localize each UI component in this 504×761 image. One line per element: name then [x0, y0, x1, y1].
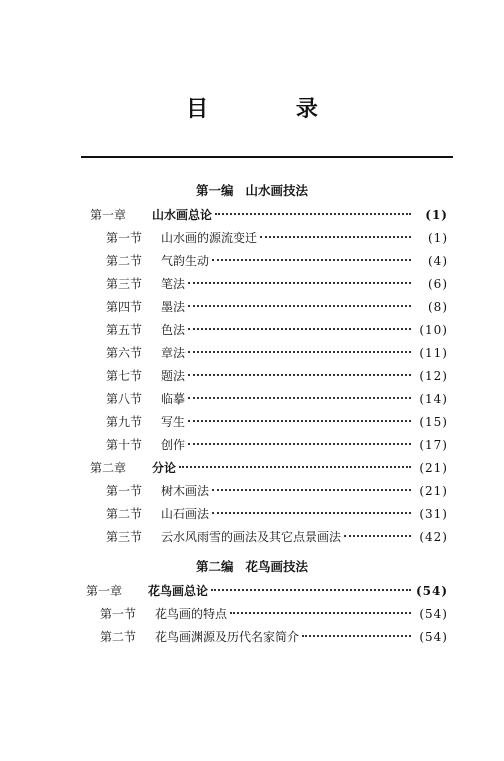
toc-entry[interactable]	[106, 365, 448, 387]
toc-label: 第一章	[90, 208, 127, 222]
leader-dots	[188, 397, 411, 399]
toc-label: 第四节	[106, 300, 143, 314]
toc-entry[interactable]	[90, 204, 448, 226]
toc-title: 花鸟画总论	[148, 584, 209, 598]
leader-dots	[212, 512, 411, 514]
toc-label: 第二章	[90, 461, 127, 475]
toc-label: 第三节	[106, 277, 143, 291]
toc-label: 第一节	[100, 607, 137, 621]
toc-entry[interactable]	[106, 250, 448, 272]
toc-title: 题法	[161, 369, 186, 383]
toc-page: (1)	[425, 208, 448, 222]
toc-title: 树木画法	[161, 484, 210, 498]
toc-page: (8)	[428, 300, 448, 314]
leader-dots	[188, 305, 411, 307]
toc-title: 临摹	[161, 392, 186, 406]
leader-dots	[188, 443, 411, 445]
toc-label: 第六节	[106, 346, 143, 360]
leader-dots	[344, 535, 411, 537]
leader-dots	[179, 466, 411, 468]
toc-title: 笔法	[161, 277, 186, 291]
leader-dots	[188, 328, 411, 330]
toc-entry[interactable]	[86, 580, 448, 602]
toc-title: 创作	[161, 438, 186, 452]
page-title: 目 录	[186, 97, 358, 122]
toc-label: 第五节	[106, 323, 143, 337]
toc-title: 花鸟画渊源及历代名家简介	[155, 630, 300, 644]
toc-entry[interactable]	[106, 434, 448, 456]
toc-label: 第二节	[106, 507, 143, 521]
toc-title: 山水画的源流变迁	[161, 231, 258, 245]
toc-entry[interactable]	[106, 319, 448, 341]
toc-page: (54)	[419, 607, 448, 621]
toc-title: 墨法	[161, 300, 186, 314]
toc-page: (54)	[415, 584, 448, 598]
toc-page: (4)	[428, 254, 448, 268]
toc-label: 第一章	[86, 584, 123, 598]
toc-title: 色法	[161, 323, 186, 337]
toc-entry[interactable]	[106, 526, 448, 548]
toc-label: 第一节	[106, 484, 143, 498]
toc-entry[interactable]	[106, 388, 448, 410]
toc-label: 第二节	[106, 254, 143, 268]
toc-title: 花鸟画的特点	[155, 607, 228, 621]
toc-entry[interactable]	[106, 503, 448, 525]
leader-dots	[212, 259, 411, 261]
toc-page: (1)	[428, 231, 448, 245]
part-title: 花鸟画技法	[245, 559, 309, 574]
leader-dots	[211, 589, 411, 591]
toc-page: (42)	[419, 530, 448, 544]
leader-dots	[188, 420, 411, 422]
toc-entry[interactable]	[100, 626, 448, 648]
toc-label: 第八节	[106, 392, 143, 406]
toc-page: (21)	[419, 484, 448, 498]
toc-title: 山石画法	[161, 507, 210, 521]
toc-title: 云水风雨雪的画法及其它点景画法	[161, 530, 342, 544]
toc-label: 第九节	[106, 415, 143, 429]
toc-label: 第三节	[106, 530, 143, 544]
leader-dots	[215, 213, 411, 215]
toc-page: (11)	[419, 346, 448, 360]
toc-entry[interactable]	[106, 480, 448, 502]
leader-dots	[188, 351, 411, 353]
toc-entry[interactable]	[106, 296, 448, 318]
part-title: 山水画技法	[245, 183, 309, 198]
toc-title: 气韵生动	[161, 254, 210, 268]
leader-dots	[302, 635, 411, 637]
toc-page: (21)	[419, 461, 448, 475]
leader-dots	[188, 374, 411, 376]
toc-title: 分论	[152, 461, 177, 475]
toc-label: 第一节	[106, 231, 143, 245]
part-number: 第二编	[195, 559, 234, 574]
toc-page: (12)	[419, 369, 448, 383]
toc-page: (10)	[419, 323, 448, 337]
toc-page: (54)	[419, 630, 448, 644]
leader-dots	[188, 282, 411, 284]
toc-entry[interactable]	[106, 273, 448, 295]
toc-entry[interactable]	[90, 457, 448, 479]
toc-page: (15)	[419, 415, 448, 429]
toc-label: 第七节	[106, 369, 143, 383]
toc-title: 章法	[161, 346, 186, 360]
leader-dots	[212, 489, 411, 491]
toc-entry[interactable]	[106, 227, 448, 249]
toc-label: 第十节	[106, 438, 143, 452]
toc-title: 写生	[161, 415, 186, 429]
toc-page: (31)	[419, 507, 448, 521]
part-heading-1	[0, 181, 504, 199]
toc-entry[interactable]	[100, 603, 448, 625]
toc-entry[interactable]	[106, 342, 448, 364]
part-number: 第一编	[195, 183, 234, 198]
toc-page: (17)	[419, 438, 448, 452]
toc-title: 山水画总论	[152, 208, 213, 222]
toc-label: 第二节	[100, 630, 137, 644]
toc-entry[interactable]	[106, 411, 448, 433]
toc-page: (14)	[419, 392, 448, 406]
leader-dots	[260, 236, 411, 238]
title-divider	[81, 156, 453, 158]
toc-page: (6)	[428, 277, 448, 291]
leader-dots	[230, 612, 411, 614]
part-heading-2	[0, 557, 504, 575]
